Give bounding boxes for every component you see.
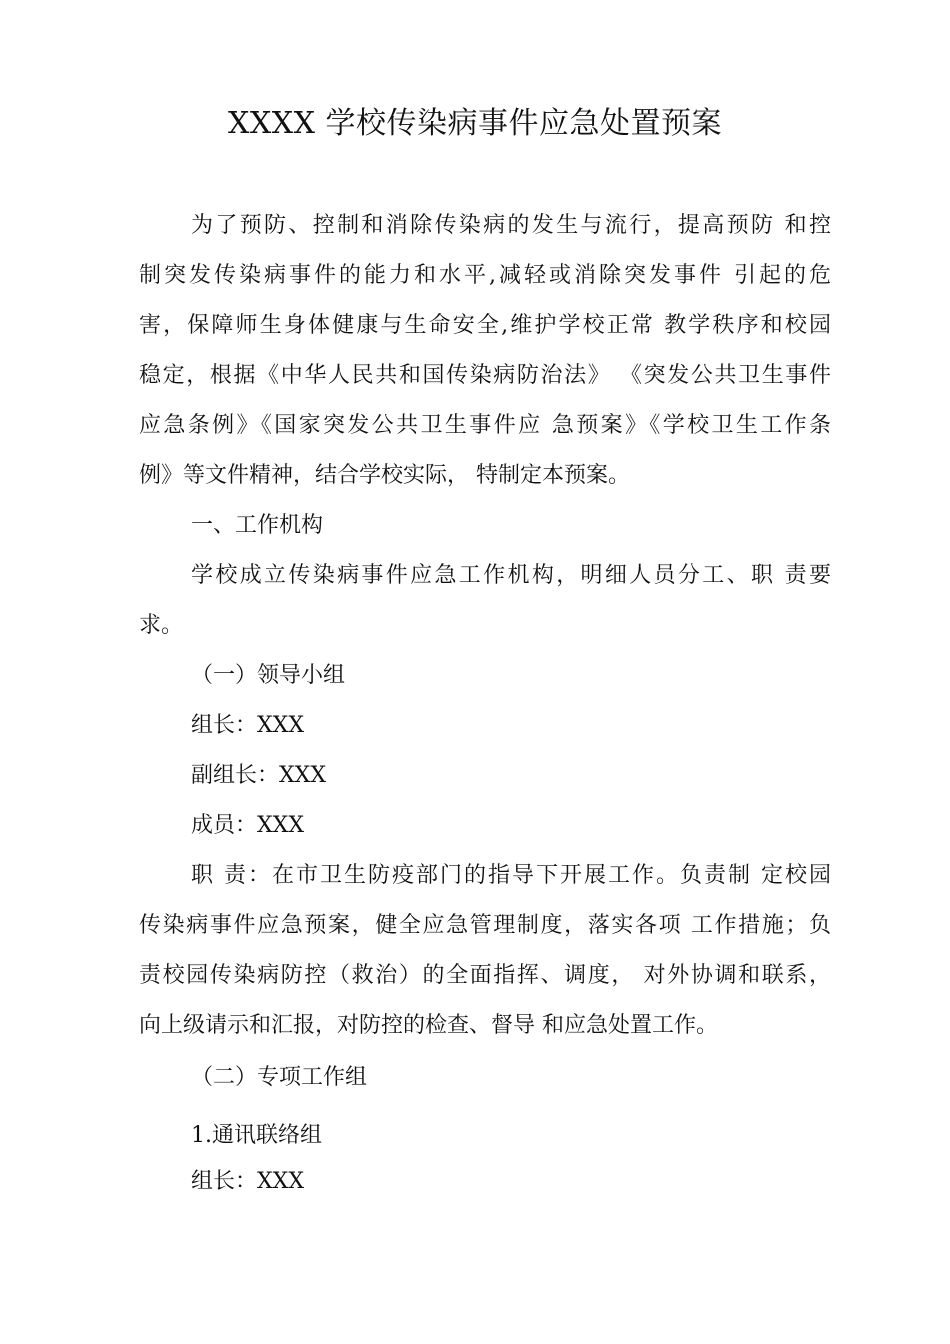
duties-line-1: 职 责：在市卫生防疫部门的指导下开展工作。负责制 定校园 xyxy=(191,863,831,888)
intro-line-3: 害，保障师生身体健康与生命安全,维护学校正常 教学秩序和校园 xyxy=(139,313,831,338)
section1-line-1: 学校成立传染病事件应急工作机构，明细人员分工、职 责要 xyxy=(191,563,831,588)
special-groups-heading: （二）专项工作组 xyxy=(191,1065,368,1090)
document-title: XXXX 学校传染病事件应急处置预案 xyxy=(228,106,722,141)
leader-line: 组长：XXX xyxy=(191,713,304,738)
communication-group-heading: 1.通讯联络组 xyxy=(191,1123,322,1148)
members-line: 成员：XXX xyxy=(191,813,304,838)
section-heading-work-organization: 一、工作机构 xyxy=(191,513,324,538)
communication-group-leader: 组长：XXX xyxy=(191,1169,304,1194)
duties-line-3: 责校园传染病防控（救治）的全面指挥、调度， 对外协调和联系， xyxy=(139,963,831,988)
intro-line-5: 应急条例》《国家突发公共卫生事件应 急预案》《学校卫生工作条 xyxy=(139,413,831,438)
section1-line-2: 求。 xyxy=(139,613,184,638)
deputy-leader-line: 副组长：XXX xyxy=(191,763,326,788)
intro-line-4: 稳定，根据《中华人民共和国传染病防治法》 《突发公共卫生事件 xyxy=(139,363,831,388)
intro-line-2: 制突发传染病事件的能力和水平,减轻或消除突发事件 引起的危 xyxy=(139,263,831,288)
intro-line-1: 为了预防、控制和消除传染病的发生与流行，提高预防 和控 xyxy=(191,213,831,238)
duties-line-4: 向上级请示和汇报，对防控的检查、督导 和应急处置工作。 xyxy=(139,1013,718,1038)
duties-line-2: 传染病事件应急预案，健全应急管理制度，落实各项 工作措施；负 xyxy=(139,913,831,938)
intro-line-6: 例》等文件精神，结合学校实际， 特制定本预案。 xyxy=(139,463,630,488)
leadership-group-heading: （一）领导小组 xyxy=(191,663,346,688)
